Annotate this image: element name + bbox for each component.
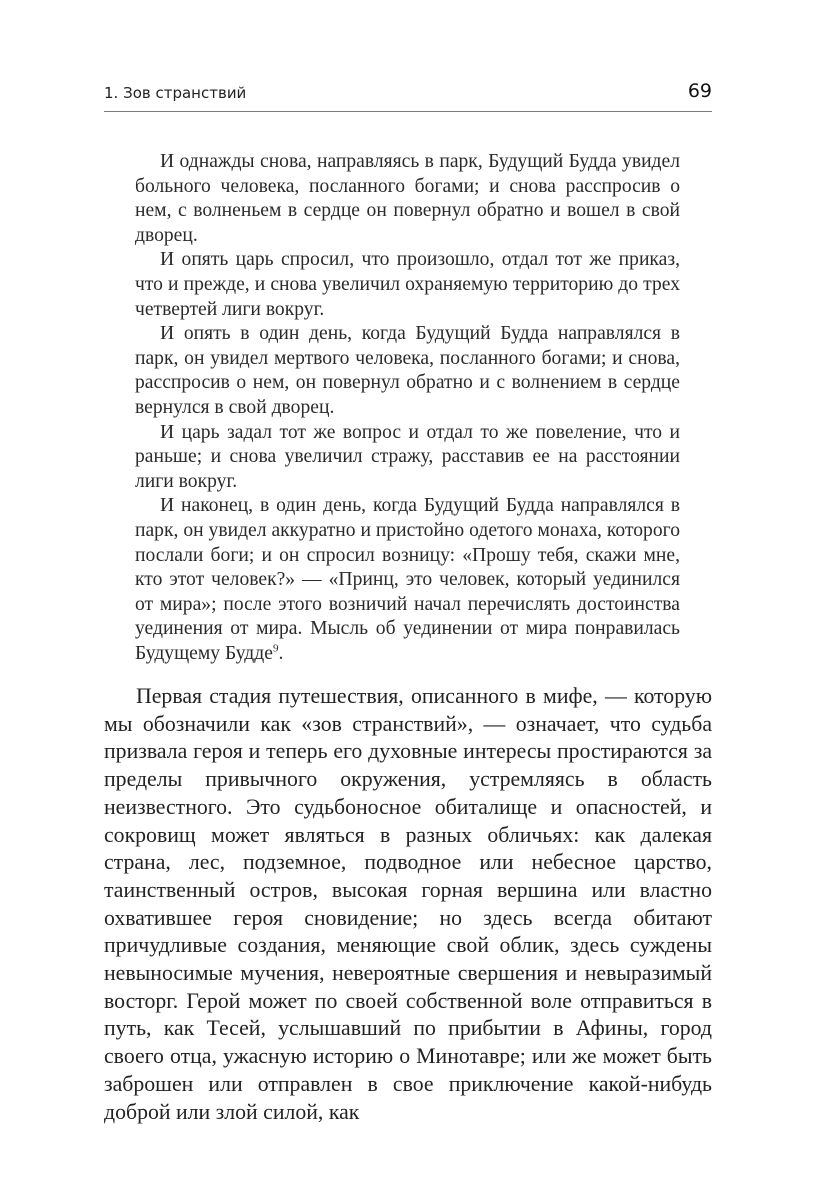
chapter-title: 1. Зов странствий <box>104 84 247 102</box>
quote-paragraph: И царь задал тот же вопрос и отдал то же повеление, что и раньше; и снова увеличил стражу, расставив ее на расстоянии лиги вокруг. <box>135 421 680 492</box>
quote-paragraph-text: И наконец, в один день, когда Будущий Будда направлялся в парк, он увидел аккуратно и пристойно одетого монаха, которого послали боги; и он спросил возницу: «Прошу тебя, скажи мне, кто этот человек?» — «Принц, это человек, который уединился от мира»; после этого возничий начал перечислять достоинства уединения от мира. Мысль об уединении от мира понравилась Будущему Будде <box>135 495 680 664</box>
quote-paragraph: И опять царь спросил, что произошло, отдал тот же приказ, что и прежде, и снова увеличил охраняемую территорию до трех четвертей лиги вокруг. <box>135 249 680 320</box>
quote-paragraph: И однажды снова, направляясь в парк, Будущий Будда увидел больного человека, посланного богами; и снова расспросив о нем, с волненьем в сердце он повернул обратно и вошел в свой дворец. <box>135 151 680 246</box>
quote-paragraph-last <box>135 494 680 666</box>
quoted-passage <box>135 150 680 666</box>
quote-paragraph: И опять в один день, когда Будущий Будда направлялся в парк, он увидел мертвого человека, посланного богами; и снова, расспросив о нем, он повернул обратно и с волнением в сердце вернулся в свой дворец. <box>135 323 680 418</box>
quote-paragraph-end: . <box>278 642 284 664</box>
header-divider <box>104 111 712 112</box>
page-number: 69 <box>687 80 712 102</box>
body-paragraph: Первая стадия путешествия, описанного в мифе, — которую мы обозначили как «зов странствий», — означает, что судьба призвала героя и теперь его духовные интересы простираются за пределы привычного окружения, устремляясь в область неизвестного. Это судьбоносное обиталище и опасностей, и сокровищ может являться в разных обличьях: как далекая страна, лес, подземное, подводное или небесное царство, таинственный остров, высокая горная вершина или властно охватившее героя сновидение; но здесь всегда обитают причудливые создания, меняющие свой облик, здесь суждены невыносимые мучения, невероятные свершения и невыразимый восторг. Герой может по своей собственной воле отправиться в путь, как Тесей, услышавший по прибытии в Афины, город своего отца, ужасную историю о Минотавре; или же может быть заброшен или отправлен в свое приключение какой-нибудь доброй или злой силой, как <box>104 684 712 1124</box>
running-header <box>104 78 712 108</box>
footnote-marker: 9 <box>272 642 279 655</box>
body-text <box>104 683 712 1126</box>
